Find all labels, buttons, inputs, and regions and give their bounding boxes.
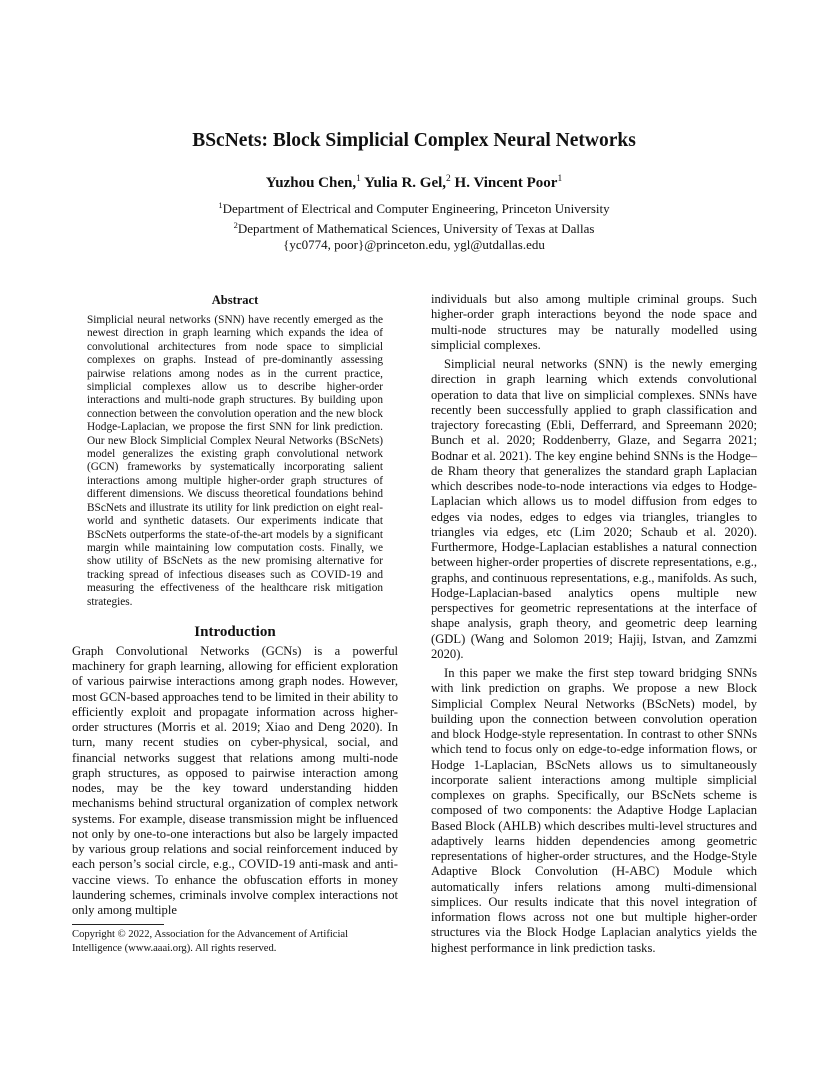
body-paragraph: In this paper we make the first step toward bridging SNNs with link prediction on graphs. We propose a new Block Simplicial Complex Neural Networks (BScNets) model, by building upon the connection between convolution operation and block Hodge-style representation. In contrast to other SNNs which tend to focus only on edge-to-edge information flows, or Hodge 1-Laplacian, BScNets allows us to simultaneously incorporate salient interactions among multiple simplicial complexes on graphs. Specifically, our BScNets scheme is composed of two components: the Adaptive Hodge Laplacian Based Block (AHLB) which describes multi-level structures and adaptively learns hidden dependencies among geometric representations of higher-order structures, and the Hodge-Style Adaptive Block Convolution (H-ABC) Module which automatically infers relations among multi-dimensional simplices. Our results indicate that this novel integration of information flows across not one but multiple higher-order structures via the Block Hodge Laplacian analytics yields the highest performance in link prediction tasks. (431, 666, 757, 955)
right-column (431, 292, 757, 960)
author-emails: {yc0774, poor}@princeton.edu, ygl@utdallas.edu (283, 237, 545, 252)
footnote-rule (72, 924, 164, 925)
affiliations (0, 197, 828, 253)
body-paragraph: individuals but also among multiple criminal groups. Such higher-order graph interactions beyond the node space and multi-node structures may be naturally modelled using simplicial complexes. (431, 292, 757, 352)
author-affil-mark: 1 (356, 174, 361, 184)
paper-title: BScNets: Block Simplicial Complex Neural Networks (192, 130, 636, 151)
abstract-text: Simplicial neural networks (SNN) have recently emerged as the newest direction in graph learning which expands the idea of convolutional architectures from node space to simplicial complexes on graphs. Instead of pre-dominantly assessing pairwise relations among nodes as in the current practice, simplicial complexes allow us to describe higher-order interactions and multi-node graph structures. By building upon connection between the convolution operation and the new block Hodge-Laplacian, we propose the first SNN for link prediction. Our new Block Simplicial Complex Neural Networks (BScNets) model generalizes the existing graph convolutional network (GCN) frameworks by systematically incorporating salient interactions among multiple higher-order graph structures of different dimensions. We discuss theoretical foundations behind BScNets and illustrate its utility for link prediction on eight real-world and synthetic datasets. Our experiments indicate that BScNets outperforms the state-of-the-art models by a significant margin while maintaining low computation costs. Finally, we show utility of BScNets as the new promising alternative for tracking spread of infectious diseases such as COVID-19 and measuring the effectiveness of the healthcare risk mitigation strategies. (87, 314, 383, 608)
left-column (72, 292, 398, 918)
author-name: Yuzhou Chen, (265, 175, 357, 191)
abstract-heading: Abstract (211, 293, 259, 307)
intro-paragraph: Graph Convolutional Networks (GCNs) is a powerful machinery for graph learning, allowing for efficient exploration of various pairwise interactions among graph nodes. However, most GCN-based approaches tend to be limited in their ability to efficiently exploit and propagate information across higher-order structures (Morris et al. 2019; Xiao and Deng 2020). In turn, many recent studies on cyber-physical, social, and financial networks suggest that relations among multi-node graph structures, as opposed to pairwise interaction among nodes, may be the key toward understanding hidden mechanisms behind structural organization of complex network systems. For example, disease transmission might be influenced not only by one-to-one interactions but also be largely impacted by various group relations and social reinforcement induced by each person’s social circle, e.g., COVID-19 anti-mask and anti-vaccine views. To enhance the obfuscation efforts in money laundering schemes, criminals involve complex interactions not only among multiple (72, 643, 398, 918)
author-affil-mark: 2 (446, 174, 451, 184)
introduction-heading: Introduction (194, 623, 276, 640)
author-list (0, 174, 828, 192)
author-name: Yulia R. Gel, (364, 175, 447, 191)
author-name: H. Vincent Poor (454, 175, 558, 191)
body-paragraph: Simplicial neural networks (SNN) is the newly emerging direction in graph learning which extends convolutional operation to data that live on simplicial complexes. SNNs have recently been successfully applied to graph classification and trajectory forecasting (Ebli, Defferrard, and Spreemann 2020; Bunch et al. 2020; Roddenberry, Glaze, and Segarra 2021; Bodnar et al. 2021). The key engine behind SNNs is the Hodge–de Rham theory that generalizes the standard graph Laplacian which describes node-to-node interactions via edges to Hodge-Laplacian which allows us to model diffusion from edges to edges via nodes, edges to edges via triangles, triangles to triangles via edges, etc (Lim 2020; Schaub et al. 2020). Furthermore, Hodge-Laplacian establishes a natural connection between higher-order properties of discrete representations, e.g., graphs, and continuous representations, e.g., manifolds. As such, Hodge-Laplacian-based analytics opens multiple new perspectives for geometric representations at the interface of shape analysis, graph theory, and geometric deep learning (GDL) (Wang and Solomon 2019; Hajij, Istvan, and Zamzmi 2020). (431, 357, 757, 661)
author-affil-mark: 1 (557, 174, 563, 184)
affiliation-line: $^2$Department of Mathematical Sciences, University of Texas at Dallas (233, 220, 595, 236)
affiliation-line: $^1$Department of Electrical and Computer Engineering, Princeton University (218, 200, 610, 216)
copyright-footnote: Copyright © 2022, Association for the Advancement of Artificial Intelligence (www.aaai.org). All rights reserved. (72, 929, 349, 954)
